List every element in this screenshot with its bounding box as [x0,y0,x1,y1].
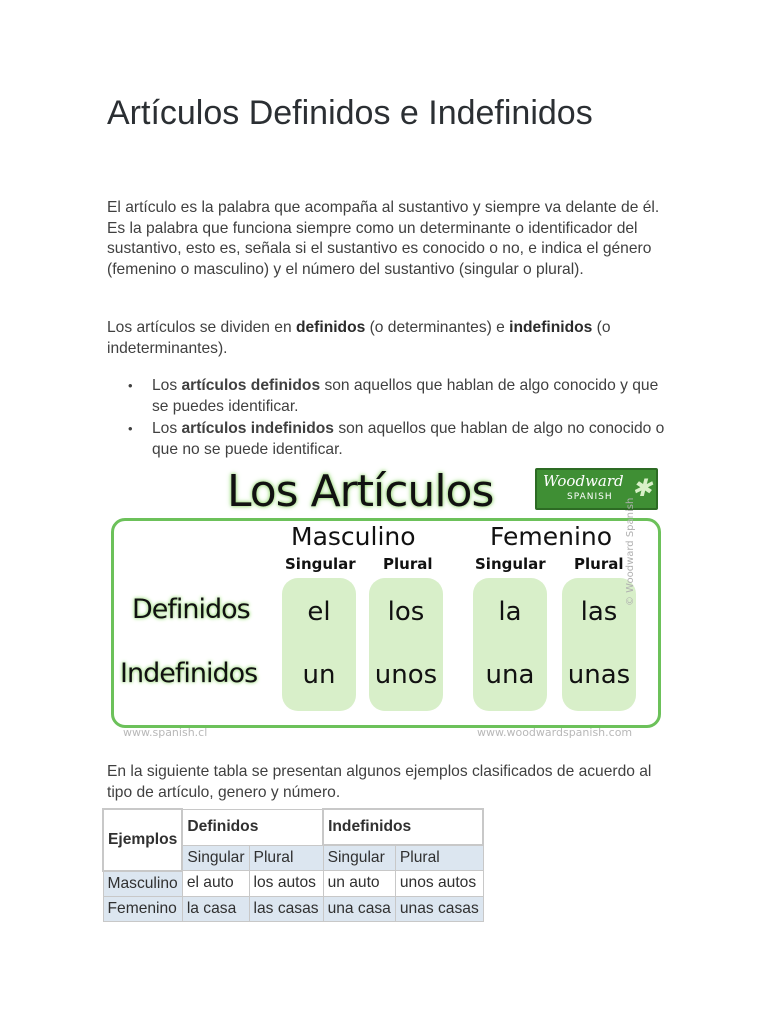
table-cell: unas casas [395,896,483,921]
table-subheader: Plural [395,845,483,871]
table-subheader: Singular [323,845,395,871]
intro-paragraph: El artículo es la palabra que acompaña al sustantivo y siempre va delante de él. Es la palabra que funciona siempre como un determinante o identificador del sustantivo, esto es, señala si el sustantivo es conocido o no, e indica el género (femenino o masculino) y el número del sustantivo (singular o plural). [107,199,660,278]
table-header-indefinidos: Indefinidos [323,809,483,845]
table-header-ejemplos: Ejemplos [103,809,182,871]
bullet-pre: Los [152,377,182,394]
woodward-logo [535,468,658,510]
division-pre: Los artículos se dividen en [107,319,296,336]
division-bold-definidos: definidos [295,319,366,336]
list-item [107,419,667,460]
division-post: (o indeterminantes). [107,319,611,357]
fern-icon: ✱ [631,474,652,502]
subheader-singular-f: Singular [475,555,546,573]
row-definidos: Definidos [132,594,250,625]
bullet-bold: artículos indefinidos [181,420,334,438]
table-cell: la casa [182,896,249,921]
logo-sub: SPANISH [567,492,613,502]
word-unas: unas [567,660,631,690]
bullet-post: son aquellos que hablan de algo conocido y que se puedes identificar. [152,377,659,415]
bullet-bold: artículos definidos [181,377,321,394]
bullet-icon: • [128,378,133,393]
page-title: Artículos Definidos e Indefinidos [107,94,593,132]
division-bold-indefinidos: indefinidos [509,319,593,336]
table-row [103,896,483,921]
subheader-singular-m: Singular [285,555,356,573]
word-las: las [580,597,618,627]
table-cell: una casa [323,896,395,921]
infographic-title: Los Artículos [227,466,494,517]
table-cell: los autos [249,871,323,897]
bullet-pre: Los [152,420,182,438]
table-row-label: Femenino [103,896,182,921]
table-subheader: Plural [249,845,323,871]
articles-infographic [107,466,662,746]
examples-table [102,808,484,922]
bullet-icon: • [128,421,133,437]
table-cell: el auto [182,871,249,897]
bullet-post: son aquellos que hablan de algo no conocido o que no se puede identificar. [152,420,665,458]
division-mid: (o determinantes) e [365,319,510,336]
division-paragraph [107,318,667,359]
table-subheader: Singular [182,845,249,871]
table-row [103,871,483,897]
table-cell: un auto [323,871,395,897]
table-cell: las casas [249,896,323,921]
bullet-list [107,376,667,462]
subheader-plural-f: Plural [574,555,624,573]
copyright-text: © Woodward Spanish [625,497,636,606]
gender-femenino: Femenino [490,522,613,551]
word-una: una [485,660,535,690]
word-la: la [498,597,522,627]
table-cell: unos autos [395,871,483,897]
list-item [107,376,667,417]
footer-right: www.woodwardspanish.com [477,726,633,739]
footer-left: www.spanish.cl [123,726,208,739]
word-los: los [387,597,425,627]
gender-masculino: Masculino [291,522,416,551]
table-header-definidos: Definidos [182,809,323,845]
subheader-plural-m: Plural [383,555,433,573]
word-unos: unos [374,660,438,690]
word-un: un [302,660,336,690]
row-indefinidos: Indefinidos [120,658,258,689]
table-row-label: Masculino [103,871,182,897]
logo-brand: Woodward [543,472,624,490]
table-intro: En la siguiente tabla se presentan algunos ejemplos clasificados de acuerdo al tipo de artículo, genero y número. [107,763,652,801]
word-el: el [307,597,331,627]
